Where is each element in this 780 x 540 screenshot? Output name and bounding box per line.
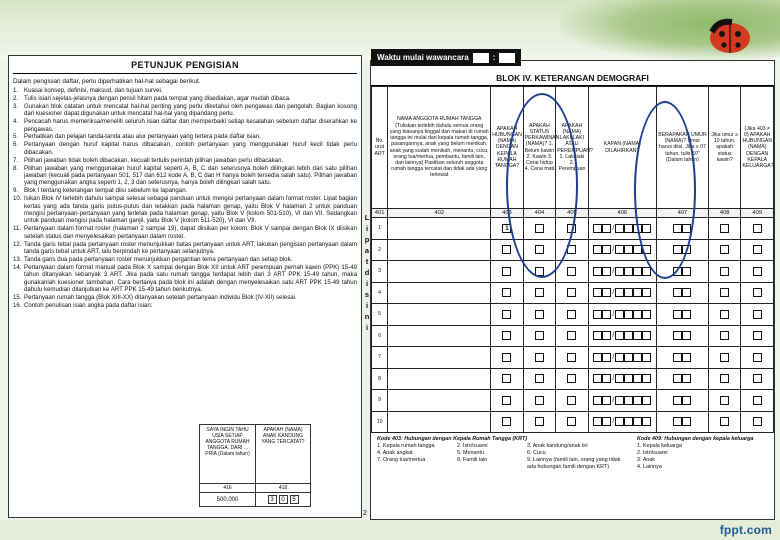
birth-year-box[interactable] [633,310,642,319]
instruction-item: 5. Perhatikan dan pelajari tanda-tanda atau alur pertanyaan yang tertera pada daftar isian. [13,133,261,141]
married-status-box[interactable] [720,374,729,383]
birth-year-box[interactable] [615,374,624,383]
family-relation-box[interactable] [753,245,762,254]
birth-month-box[interactable] [593,267,602,276]
birth-year-box[interactable] [615,267,624,276]
birth-year-box[interactable] [624,417,633,426]
married-status-box[interactable] [720,396,729,405]
married-status-box[interactable] [720,331,729,340]
birth-year-box[interactable] [642,310,651,319]
birth-month-box[interactable] [602,267,611,276]
age-box[interactable] [673,396,682,405]
row-number: 7 [372,347,388,369]
instruction-item: 10. Isikan Blok IV terlebih dahulu sampai selesai sebagai panduan untuk mengisi pertanyaan dalam format roster. Lipat bagian kertas yang ada tanda garis putus-putus dan letakkan pada halaman genap, yaitu Blok V halaman 2 untuk panduan mengisi pertanyaan-pertanyaan yang terletak pada halaman genap, yaitu Blok V (kolom 501-510), VI dan VII. Sedangkan untuk panduan mengisi pada halaman ganjil, yaitu Blok V (kolom 511-520), VI dan VII. [13,195,357,225]
birth-year-box[interactable] [624,331,633,340]
married-status-box[interactable] [720,245,729,254]
relationship-code-box[interactable]: 1 [502,224,511,233]
birth-month-box[interactable] [593,310,602,319]
instruction-item: 11. Pertanyaan dalam format roster (halaman 2 sampai 19), dapat diisikan per kolom. Blok V sampai dengan Blok IX diisikan setelah status dan menyelesaikan pertanyaan dalam roster. [13,225,357,240]
birth-year-box[interactable] [624,288,633,297]
birth-year-box[interactable] [633,288,642,297]
header-405: APAKAH (NAMA) LAKI-LAKI ATAU PEREMPUAN? 1. Laki-laki 2. Perempuan [556,87,589,209]
legend-item: 3. Anak kandung/anak tiri [527,443,588,449]
sex-box[interactable] [567,374,576,383]
legend-item: 6. Cucu [527,450,546,456]
instruction-item: 16. Contoh penulisan isian angka pada daftar isian: [13,301,153,309]
age-box[interactable] [682,353,691,362]
sex-box[interactable] [567,417,576,426]
relationship-code-box[interactable] [502,310,511,319]
table-row: 2 / [372,239,774,261]
header-409: (Jika 403 ≠ 0) APAKAH HUBUNGAN (NAMA) DENGAN KEPALA KELUARGA? [741,87,774,209]
birth-year-box[interactable] [624,374,633,383]
sex-box[interactable] [567,396,576,405]
sex-box[interactable] [567,288,576,297]
birth-year-box[interactable] [615,224,624,233]
married-status-box[interactable] [720,224,729,233]
relationship-code-box[interactable] [502,417,511,426]
example-column-child: APAKAH (NAMA) ANAK KANDUNG YANG TERCATAT? 418 3 0 5 [256,425,310,506]
hour-input[interactable] [473,53,489,63]
code-legend [371,436,774,471]
minute-input[interactable] [499,53,515,63]
birth-month-box[interactable] [602,374,611,383]
married-status-box[interactable] [720,267,729,276]
birth-year-box[interactable] [624,310,633,319]
page-number: 2 [363,510,367,517]
relationship-code-box[interactable] [502,396,511,405]
fold-here-label: L i p a t d i s i n i [364,213,370,332]
family-relation-box[interactable] [753,417,762,426]
birth-year-box[interactable] [624,224,633,233]
table-row: 6 / [372,325,774,347]
marital-status-box[interactable] [535,353,544,362]
row-number: 9 [372,390,388,412]
birth-year-box[interactable] [624,396,633,405]
birth-month-box[interactable] [593,396,602,405]
number-example-box [199,424,311,507]
instruction-item: 13. Tanda garis dua pada pertanyaan roster menunjukkan pergantian tema pertanyaan dan setiap blok. [13,255,293,263]
legend-item: 1. Kepala keluarga [637,443,682,449]
header-401: No. urut ART [372,87,388,209]
family-relation-box[interactable] [753,396,762,405]
member-name-cell[interactable] [388,304,491,326]
instruction-item: 7. Pilihan jawaban tidak boleh dibacakan, kecuali tertulis perintah pilihan jawaban perlu dibacakan. [13,156,284,164]
instruction-item: 3. Gunakan blok catatan untuk mencatat hal-hal penting yang perlu diketahui oleh pengawas dan pengolah. Bagian kosong dari kuesioner dapat digunakan untuk mencatat hal-hal yang dipandang perlu. [13,102,357,118]
birth-year-box[interactable] [642,331,651,340]
family-relation-box[interactable] [753,374,762,383]
member-name-cell[interactable] [388,218,491,240]
legend-item: 1. Kepala rumah tangga [377,443,435,449]
row-number: 8 [372,368,388,390]
instruction-item: 8. Pilihan jawaban yang menggunakan huruf kapital seperti A, B, C dan seterusnya boleh dilingkari lebih dari satu pilihan jawaban (kecuali pada pertanyaan 501, 517 dan 612 kode A, B, C dan H hanya boleh tersedia salah satu). Pilihan jawaban yang menggunakan angka seperti 1, 2, 3 dan seterusnya, hanya boleh dilingkari salah satu. [13,164,357,187]
example-digit-boxes: 3 0 5 [256,492,310,506]
column-code: 406 [588,209,656,218]
column-code: 407 [656,209,708,218]
marital-status-box[interactable] [535,310,544,319]
birth-month-box[interactable] [602,331,611,340]
birth-month-box[interactable] [593,224,602,233]
example-column-age: SAYA INGIN TAHU USIA SETIAP ANGGOTA RUMAH TANGGA. DARI ... PRIA (Dalam tahun) 416 500.000 [200,425,256,506]
birth-month-box[interactable] [602,288,611,297]
member-name-cell[interactable] [388,368,491,390]
marital-status-box[interactable] [535,396,544,405]
married-status-box[interactable] [720,310,729,319]
age-box[interactable] [682,331,691,340]
table-row: 7 / [372,347,774,369]
legend-item: 4. Lainnya [637,464,662,470]
column-code: 401 [372,209,388,218]
birth-year-box[interactable] [633,331,642,340]
table-row: 8 / [372,368,774,390]
birth-year-box[interactable] [615,396,624,405]
column-code: 408 [708,209,741,218]
interview-start-time: Waktu mulai wawancara : [371,49,521,66]
instruction-item: 12. Tanda garis tebal pada pertanyaan roster menunjukkan batas pertanyaan untuk ART, lakukan pengisian pertanyaan dalam tanda garis tebal untuk ART, lalu berpindah ke pertanyaan selanjutnya. [13,240,357,256]
row-number: 2 [372,239,388,261]
birth-year-box[interactable] [633,396,642,405]
age-box[interactable] [682,396,691,405]
column-code: 402 [388,209,491,218]
legend-item: 5. Menantu [457,450,484,456]
instruction-title: PETUNJUK PENGISIAN [13,58,357,74]
birth-month-box[interactable] [602,396,611,405]
relationship-code-box[interactable] [502,288,511,297]
birth-month-box[interactable] [593,374,602,383]
table-row: 9 / [372,390,774,412]
family-relation-box[interactable] [753,267,762,276]
column-code: 403 [491,209,524,218]
sex-box[interactable] [567,310,576,319]
instruction-intro: Dalam pengisian daftar, perlu diperhatikan hal-hal sebagai berikut. [13,78,201,85]
legend-item: 3. Anak [637,457,655,463]
demography-block-page [370,53,775,520]
instruction-item: 9. Blok I tentang keterangan tempat diisi sebelum ke lapangan. [13,187,188,195]
header-404: APAKAH STATUS PERKAWINAN (NAMA)? 1. Belum kawin 2. Kawin 3. Cerai hidup 4. Cerai mati [523,87,556,209]
legend-409: Kode 409: Hubungan dengan kepala keluarga 1. Kepala keluarga 2. Istri/suami 3. Anak 4. Lainnya [637,436,754,470]
instruction-item: 14. Pertanyaan dalam format manual pada Blok X sampai dengan Blok XII untuk ART perempuan pernah kawin (PPK) 15-49 tahun ditanyakan sebanyak 3 ART. Jika pada satu rumah tangga terdapat lebih dari 3 ART PPK 15-49 tahun, maka gunakanlah kuesioner tambahan. Cara bertanya pada blok ini adalah dengan menyelesaikan satu ART PPK 15-49 tahun dahulu kemudian dilanjutkan ke ART PPK 15-49 tahun berikutnya. [13,263,357,294]
married-status-box[interactable] [720,288,729,297]
age-box[interactable] [682,374,691,383]
birth-year-box[interactable] [642,374,651,383]
birth-year-box[interactable] [624,353,633,362]
instruction-list [13,87,357,309]
header-403: APAKAH HUBUNGAN (NAMA) DENGAN KEPALA RUMAH TANGGA? [491,87,524,209]
marital-status-box[interactable] [535,417,544,426]
married-status-box[interactable] [720,417,729,426]
instruction-item: 15. Pertanyaan rumah tangga (Blok XIII-XX) ditanyakan setelah pertanyaan individu Blok (IV-XII) selesai. [13,293,297,301]
relationship-code-box[interactable] [502,374,511,383]
row-number: 1 [372,218,388,240]
birth-year-box[interactable] [615,288,624,297]
instruction-item: 4. Pencacah harus memeriksa/meneliti seluruh isian daftar dan memperbaiki setiap kesalahan sebelum daftar diserahkan ke pengawas. [13,118,357,133]
block-title: BLOK IV. KETERANGAN DEMOGRAFI [371,61,774,86]
legend-403: Kode 403: Hubungan dengan Kepala Rumah Tangga (KRT) 1. Kepala rumah tangga 2. Istri/suami 3. Anak kandung/anak tiri 4. Anak angkat 5. Menantu 6. Cucu 7. Orang tua/mertua 8. Famili lain 9. Lainnya (famili lain, orang yang tidak ada hubungan famili dengan KRT) [377,436,627,471]
member-name-cell[interactable] [388,347,491,369]
birth-year-box[interactable] [642,417,651,426]
instruction-page [8,55,362,518]
birth-year-box[interactable] [642,288,651,297]
table-row: 10 / [372,411,774,433]
legend-item: 7. Orang tua/mertua [377,457,426,463]
birth-year-box[interactable] [615,331,624,340]
member-name-cell[interactable] [388,325,491,347]
instruction-item: 1. Kuasai konsep, definisi, maksud, dan tujuan survei. [13,87,163,94]
birth-year-box[interactable] [633,417,642,426]
birth-year-box[interactable] [615,310,624,319]
marital-status-box[interactable] [535,374,544,383]
marital-status-box[interactable] [535,288,544,297]
column-code: 409 [741,209,774,218]
member-name-cell[interactable] [388,282,491,304]
relationship-code-box[interactable] [502,331,511,340]
age-box[interactable] [682,417,691,426]
row-number: 5 [372,304,388,326]
member-name-cell[interactable] [388,390,491,412]
sex-box[interactable] [567,353,576,362]
row-number: 6 [372,325,388,347]
married-status-box[interactable] [720,353,729,362]
family-relation-box[interactable] [753,353,762,362]
ladybug-icon [700,14,756,56]
header-406: KAPAN (NAMA) DILAHIRKAN? [588,87,656,209]
header-402: NAMA ANGGOTA RUMAH TANGGA (Tuliskan terlebih dahulu semua orang yang biasanya tinggal dan makan di rumah tangga ini mulai dari kepala rumah tangga, pasangannya, anak yang belum menikah, anak yang sudah menikah, menantu, cucu, orang tua/mertua, pembantu, famili lain, dan lainnya) Pastikan seluruh anggota rumah tangga tercatat dan tidak ada yang terlewat [388,87,491,209]
highlight-oval-age [634,101,696,279]
age-box[interactable] [673,331,682,340]
birth-month-box[interactable] [593,288,602,297]
row-number: 4 [372,282,388,304]
header-408: Jika umur ≥ 10 tahun, apakah status kawin? [708,87,741,209]
row-number: 3 [372,261,388,283]
age-box[interactable] [673,353,682,362]
column-code: 404 [523,209,556,218]
background-footer [0,520,780,540]
table-row: 1 1 / [372,218,774,240]
age-box[interactable] [682,288,691,297]
birth-month-box[interactable] [593,331,602,340]
family-relation-box[interactable] [753,310,762,319]
birth-year-box[interactable] [642,353,651,362]
birth-month-box[interactable] [593,417,602,426]
birth-month-box[interactable] [602,224,611,233]
birth-year-box[interactable] [633,353,642,362]
relationship-code-box[interactable] [502,353,511,362]
birth-year-box[interactable] [615,417,624,426]
family-relation-box[interactable] [753,331,762,340]
birth-year-box[interactable] [615,245,624,254]
legend-item: 4. Anak angkat [377,450,413,456]
age-box[interactable] [673,374,682,383]
member-name-cell[interactable] [388,261,491,283]
brand-watermark: fppt.com [719,523,772,537]
birth-month-box[interactable] [593,353,602,362]
table-row: 4 / [372,282,774,304]
birth-year-box[interactable] [624,267,633,276]
age-box[interactable] [673,288,682,297]
birth-year-box[interactable] [633,374,642,383]
legend-item: 2. Istri/suami [457,443,488,449]
sex-box[interactable] [567,267,576,276]
birth-month-box[interactable] [602,353,611,362]
age-box[interactable] [673,417,682,426]
marital-status-box[interactable] [535,331,544,340]
legend-item: 2. Istri/suami [637,450,668,456]
birth-month-box[interactable] [602,245,611,254]
sex-box[interactable] [567,331,576,340]
instruction-item: 2. Tulis isian sejelas-jelasnya dengan pensil hitam pada tempat yang disediakan, agar mudah dibaca. [13,94,291,102]
birth-month-box[interactable] [602,417,611,426]
highlight-oval-status [506,93,578,278]
birth-month-box[interactable] [602,310,611,319]
member-name-cell[interactable] [388,239,491,261]
age-box[interactable] [682,267,691,276]
table-row: 5 / [372,304,774,326]
family-relation-box[interactable] [753,288,762,297]
birth-year-box[interactable] [624,245,633,254]
member-name-cell[interactable] [388,411,491,433]
birth-month-box[interactable] [593,245,602,254]
instruction-item: 6. Pertanyaan dengan huruf kapital harus dibacakan, contoh pertanyaan yang menggunakan huruf kecil tidak perlu dibacakan. [13,141,357,156]
age-box[interactable] [673,310,682,319]
legend-item: 8. Famili lain [457,457,488,463]
relationship-code-box[interactable] [502,245,511,254]
family-relation-box[interactable] [753,224,762,233]
column-code: 405 [556,209,589,218]
table-row: 3 / [372,261,774,283]
row-number: 10 [372,411,388,433]
birth-year-box[interactable] [642,396,651,405]
header-407: BERAPAKAH UMUR (NAMA)? Umur harus diisi, Jika ≥ 07 tahun, tulis '97' (Dalam tahun) [656,87,708,209]
birth-year-box[interactable] [615,353,624,362]
age-box[interactable] [682,310,691,319]
relationship-code-box[interactable] [502,267,511,276]
birth-year-box[interactable] [633,267,642,276]
legend-item: 9. Lainnya (famili lain, orang yang tidak ada hubungan famili dengan KRT) [527,457,621,470]
